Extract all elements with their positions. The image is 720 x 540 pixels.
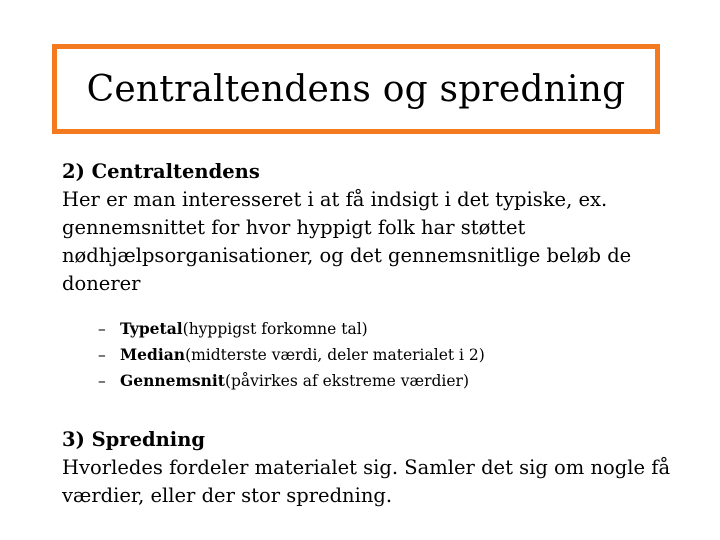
dash-bullet: – xyxy=(98,320,106,338)
measures-list xyxy=(98,316,658,394)
title-box xyxy=(52,44,660,134)
term-label: Median xyxy=(120,345,186,364)
term-description: (hyppigst forkomne tal) xyxy=(182,320,368,338)
term-description: (påvirkes af ekstreme værdier) xyxy=(224,372,470,390)
section-heading-central-tendency: 2) Centraltendens xyxy=(62,160,260,183)
section-central-tendency xyxy=(62,158,682,298)
term-description: (midterste værdi, deler materialet i 2) xyxy=(185,346,485,364)
list-item-typetal xyxy=(98,316,658,342)
section-dispersion xyxy=(62,426,682,510)
slide-title: Centraltendens og spredning xyxy=(86,68,626,110)
dash-bullet: – xyxy=(98,346,106,364)
term-label: Typetal xyxy=(120,319,183,338)
section-body-dispersion: Hvorledes fordeler materialet sig. Samler det sig om nogle få værdier, eller der stor spredning. xyxy=(62,456,671,507)
term-label: Gennemsnit xyxy=(120,371,225,390)
list-item-median xyxy=(98,342,658,368)
dash-bullet: – xyxy=(98,372,106,390)
section-heading-dispersion: 3) Spredning xyxy=(62,428,206,451)
list-item-gennemsnit xyxy=(98,368,658,394)
section-body-central-tendency: Her er man interesseret i at få indsigt i det typiske, ex. gennemsnittet for hvor hyppigt folk har støttet nødhjælpsorganisationer, og det gennemsnitlige beløb de donerer xyxy=(62,188,632,295)
